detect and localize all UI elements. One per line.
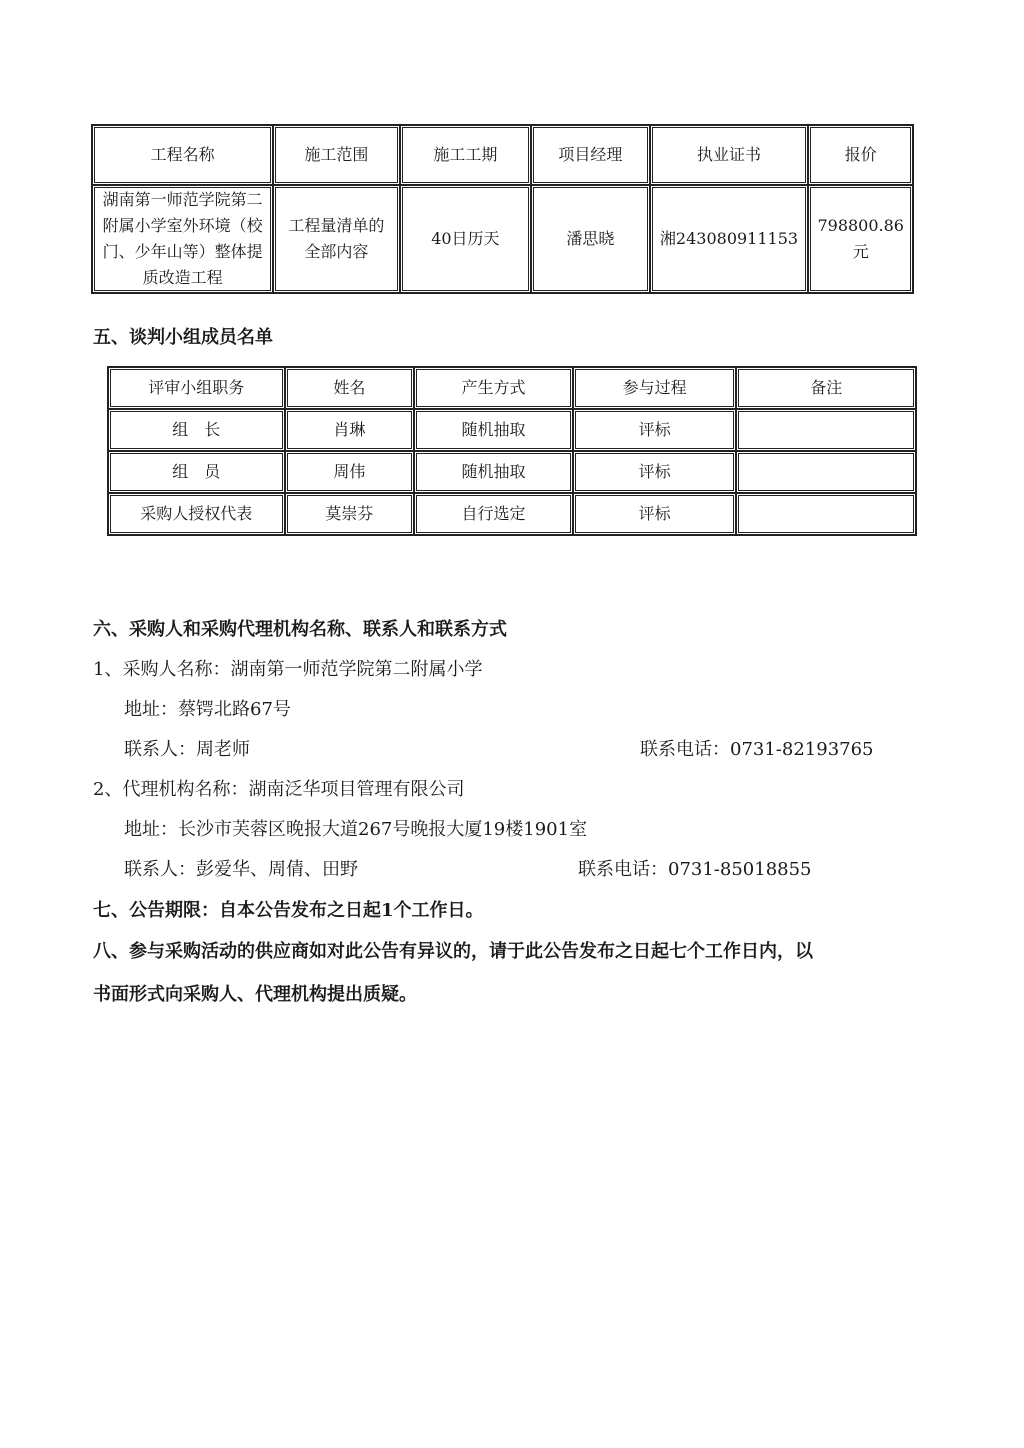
price-cell: 798800.86元: [808, 185, 913, 293]
header-cell: 工程名称: [92, 125, 273, 185]
role-cell: 组 员: [108, 451, 285, 493]
manager-cell: 潘思晓: [531, 185, 649, 293]
agency-phone: 联系电话：0731-85018855: [578, 859, 812, 880]
purchaser-contact: 联系人：周老师: [124, 739, 250, 760]
note-cell: [736, 493, 916, 535]
section-5-title: 五、谈判小组成员名单: [93, 327, 273, 348]
table-row: [108, 493, 916, 535]
section-7-text: 七、公告期限：自本公告发布之日起1个工作日。: [93, 900, 484, 921]
section-6-title: 六、采购人和采购代理机构名称、联系人和联系方式: [93, 619, 507, 640]
note-cell: [736, 451, 916, 493]
header-cell: 执业证书: [650, 125, 809, 185]
certificate-cell: 湘243080911153: [650, 185, 809, 293]
agency-address: 地址：长沙市芙蓉区晚报大道267号晚报大厦19楼1901室: [124, 819, 588, 840]
header-cell: 姓名: [285, 367, 415, 409]
scope-cell: 工程量清单的全部内容: [273, 185, 399, 293]
panel-table: [107, 366, 917, 536]
purchaser-address: 地址：蔡锷北路67号: [124, 699, 291, 720]
process-cell: 评标: [573, 409, 737, 451]
project-name-cell: 湖南第一师范学院第二附属小学室外环境（校门、少年山等）整体提质改造工程: [92, 185, 273, 293]
table-header-row: [108, 367, 916, 409]
table-row: [108, 451, 916, 493]
project-table: [91, 124, 914, 294]
agency-contact: 联系人：彭爱华、周倩、田野: [124, 859, 358, 880]
role-cell: 采购人授权代表: [108, 493, 285, 535]
period-cell: 40日历天: [400, 185, 531, 293]
note-cell: [736, 409, 916, 451]
agency-name: 2、代理机构名称：湖南泛华项目管理有限公司: [93, 779, 465, 800]
process-cell: 评标: [573, 493, 737, 535]
section-8-line-1: 八、参与采购活动的供应商如对此公告有异议的，请于此公告发布之日起七个工作日内，以: [93, 941, 813, 962]
section-8-line-2: 书面形式向采购人、代理机构提出质疑。: [93, 984, 417, 1005]
header-cell: 产生方式: [414, 367, 573, 409]
header-cell: 施工范围: [273, 125, 399, 185]
purchaser-name: 1、采购人名称：湖南第一师范学院第二附属小学: [93, 659, 483, 680]
header-cell: 项目经理: [531, 125, 649, 185]
method-cell: 自行选定: [414, 493, 573, 535]
table-header-row: [92, 125, 913, 185]
header-cell: 评审小组职务: [108, 367, 285, 409]
header-cell: 报价: [808, 125, 913, 185]
header-cell: 施工工期: [400, 125, 531, 185]
purchaser-phone: 联系电话：0731-82193765: [640, 739, 874, 760]
table-row: [108, 409, 916, 451]
method-cell: 随机抽取: [414, 451, 573, 493]
header-cell: 备注: [736, 367, 916, 409]
table-row: [92, 185, 913, 293]
header-cell: 参与过程: [573, 367, 737, 409]
name-cell: 肖琳: [285, 409, 415, 451]
method-cell: 随机抽取: [414, 409, 573, 451]
process-cell: 评标: [573, 451, 737, 493]
name-cell: 周伟: [285, 451, 415, 493]
role-cell: 组 长: [108, 409, 285, 451]
name-cell: 莫崇芬: [285, 493, 415, 535]
